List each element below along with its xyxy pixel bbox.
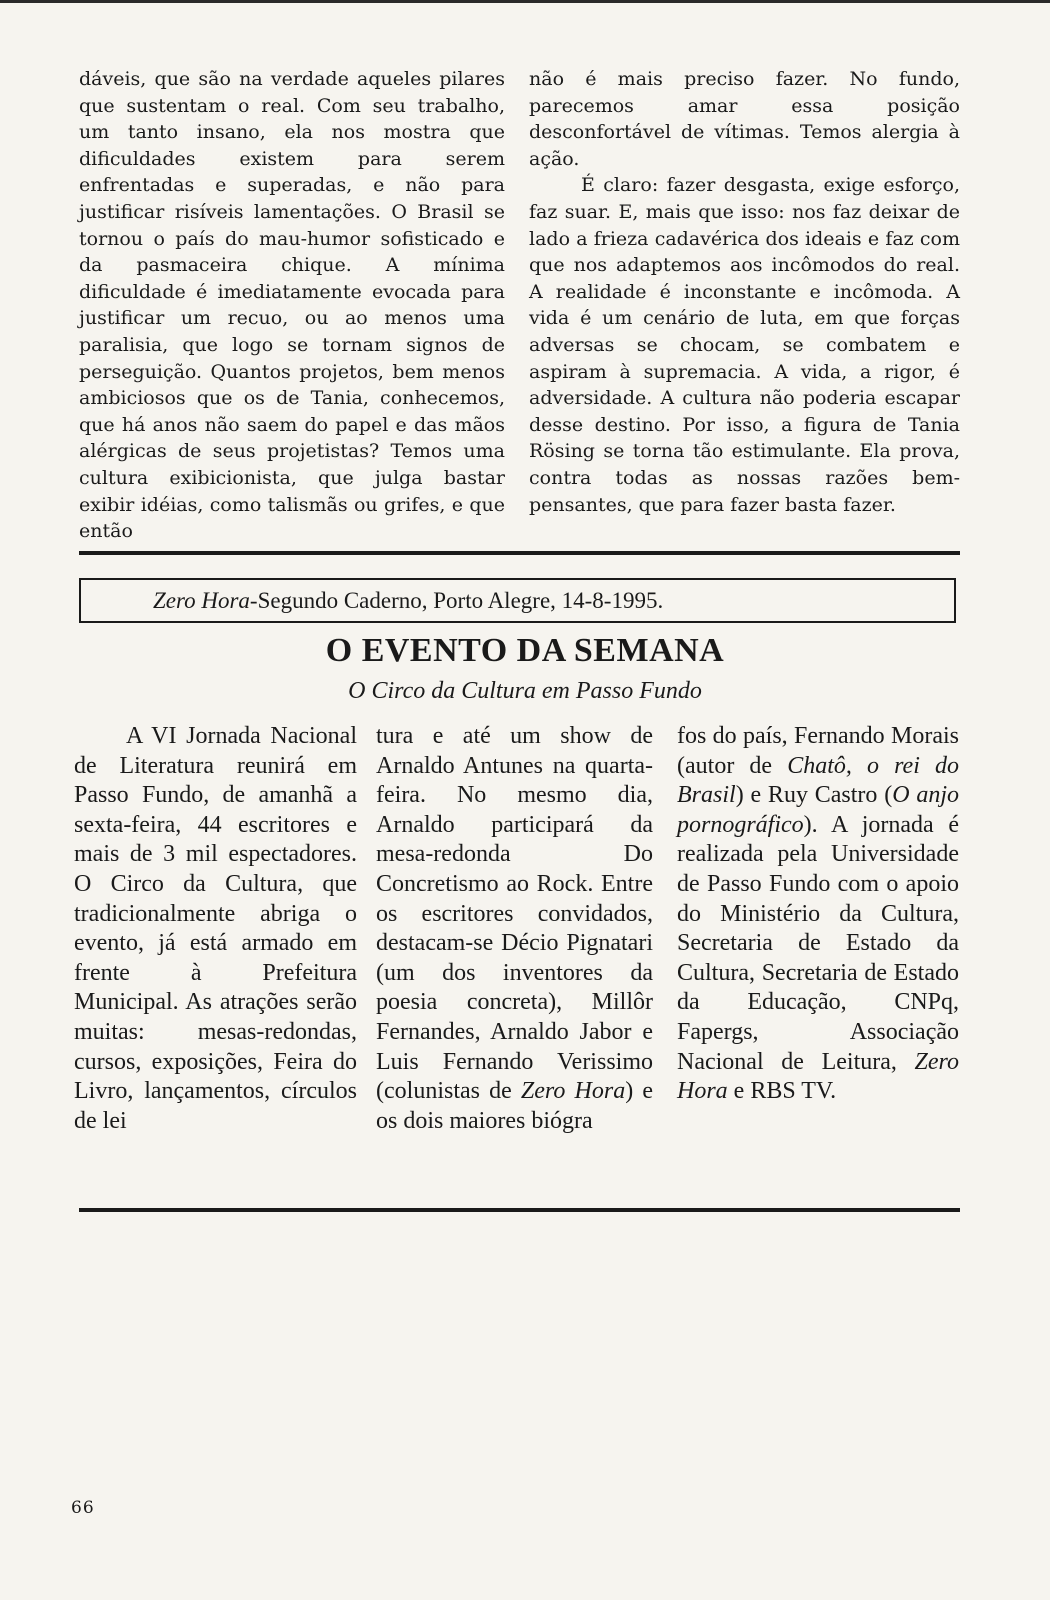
publication-name: Zero Hora — [153, 588, 250, 613]
article-subheadline: O Circo da Cultura em Passo Fundo — [348, 678, 702, 704]
text-run: e RBS TV. — [727, 1078, 837, 1105]
italic-title: O anjo pornográfico — [677, 782, 960, 838]
paragraph: É claro: fazer desgasta, exige esforço, faz suar. E, mais que isso: nos faz deixar de lado a frieza cadavérica dos ideais e faz com que nos adaptemos aos incômodos do real. A realidade é inconstante e incômoda. A vida é um cenário de luta, em que forças adversas se chocam, se combatem e aspiram à supremacia. A vida, a rigor, é adversidade. A cultura não poderia escapar desse destino. Por isso, a figura de Tania Rösing se torna tão estimulante. Ela prova, contra todas as nossas razões bem-pensantes, que para fazer basta fazer. — [529, 174, 960, 516]
paragraph: dáveis, que são na verdade aqueles pilares que sustentam o real. Com seu trabalho, um tanto insano, ela nos mostra que dificuldades existem para serem enfrentadas e superadas, e não para justificar risíveis lamentações. O Brasil se tornou o país do mau-humor sofisticado e da pasmaceira chique. A mínima dificuldade é imediatamente evocada para justificar um recuo, ou ao menos uma paralisia, que logo se tornam signos de perseguição. Quantos projetos, bem menos ambiciosos que os de Tania, conhecemos, que há anos não saem do papel e das mãos alérgicas de seus projetistas? Temos uma cultura exibicionista, que julga bastar exibir idéias, como talismãs ou grifes, e que então — [79, 68, 505, 543]
source-details: -Segundo Caderno, Porto Alegre, 14-8-1995. — [249, 588, 664, 613]
article-column-2 — [376, 722, 653, 1136]
divider-rule — [79, 551, 960, 555]
italic-title: Chatô, o rei do Brasil — [677, 752, 959, 809]
italic-title: Zero Hora — [677, 1048, 959, 1105]
paragraph — [376, 722, 653, 1136]
upper-left-column — [79, 66, 505, 545]
article-column-1 — [74, 722, 357, 1136]
paragraph: não é mais preciso fazer. No fundo, parecemos amar essa posição desconfortável de vítimas. Temos alergia à ação. — [529, 68, 960, 170]
upper-right-column — [529, 66, 960, 518]
text-run: tura e até um show de Arnaldo Antunes na quarta-feira. No mesmo dia, Arnaldo participará da mesa-redonda Do Concretismo ao Rock. Entre os escritores convidados, destacam-se Décio Pignatari (um dos inventores da poesia concreta), Millôr Fernandes, Arnaldo Jabor e Luis Fernando Verissimo (colunistas de — [376, 723, 653, 1105]
page-number: 66 — [71, 1498, 95, 1518]
source-citation-box — [79, 578, 956, 623]
page-top-edge — [0, 0, 1050, 3]
italic-title: Zero Hora — [520, 1078, 626, 1105]
article-headline: O EVENTO DA SEMANA — [325, 632, 725, 669]
text-run: ). A jornada é realizada pela Universidade de Passo Fundo com o apoio do Ministério da Cultura, Secretaria de Estado da Cultura, Secretaria de Estado da Educação, CNPq, Fapergs, Associação Nacional de Leitura, — [677, 811, 959, 1075]
text-run: ) e os dois maiores biógra — [376, 1078, 653, 1134]
paragraph: A VI Jornada Nacional de Literatura reunirá em Passo Fundo, de amanhã a sexta-feira, 44 escritores e mais de 3 mil espectadores. O Circo da Cultura, que tradicionalmente abriga o evento, já está armado em frente à Prefeitura Municipal. As atrações serão muitas: mesas-redondas, cursos, exposições, Feira do Livro, lançamentos, círculos de lei — [74, 723, 357, 1134]
text-run: fos do país, Fernando Morais (autor de — [677, 723, 959, 779]
article-column-3 — [677, 722, 959, 1107]
paragraph — [677, 722, 959, 1107]
divider-rule — [79, 1208, 960, 1212]
text-run: ) e Ruy Castro ( — [735, 782, 893, 809]
